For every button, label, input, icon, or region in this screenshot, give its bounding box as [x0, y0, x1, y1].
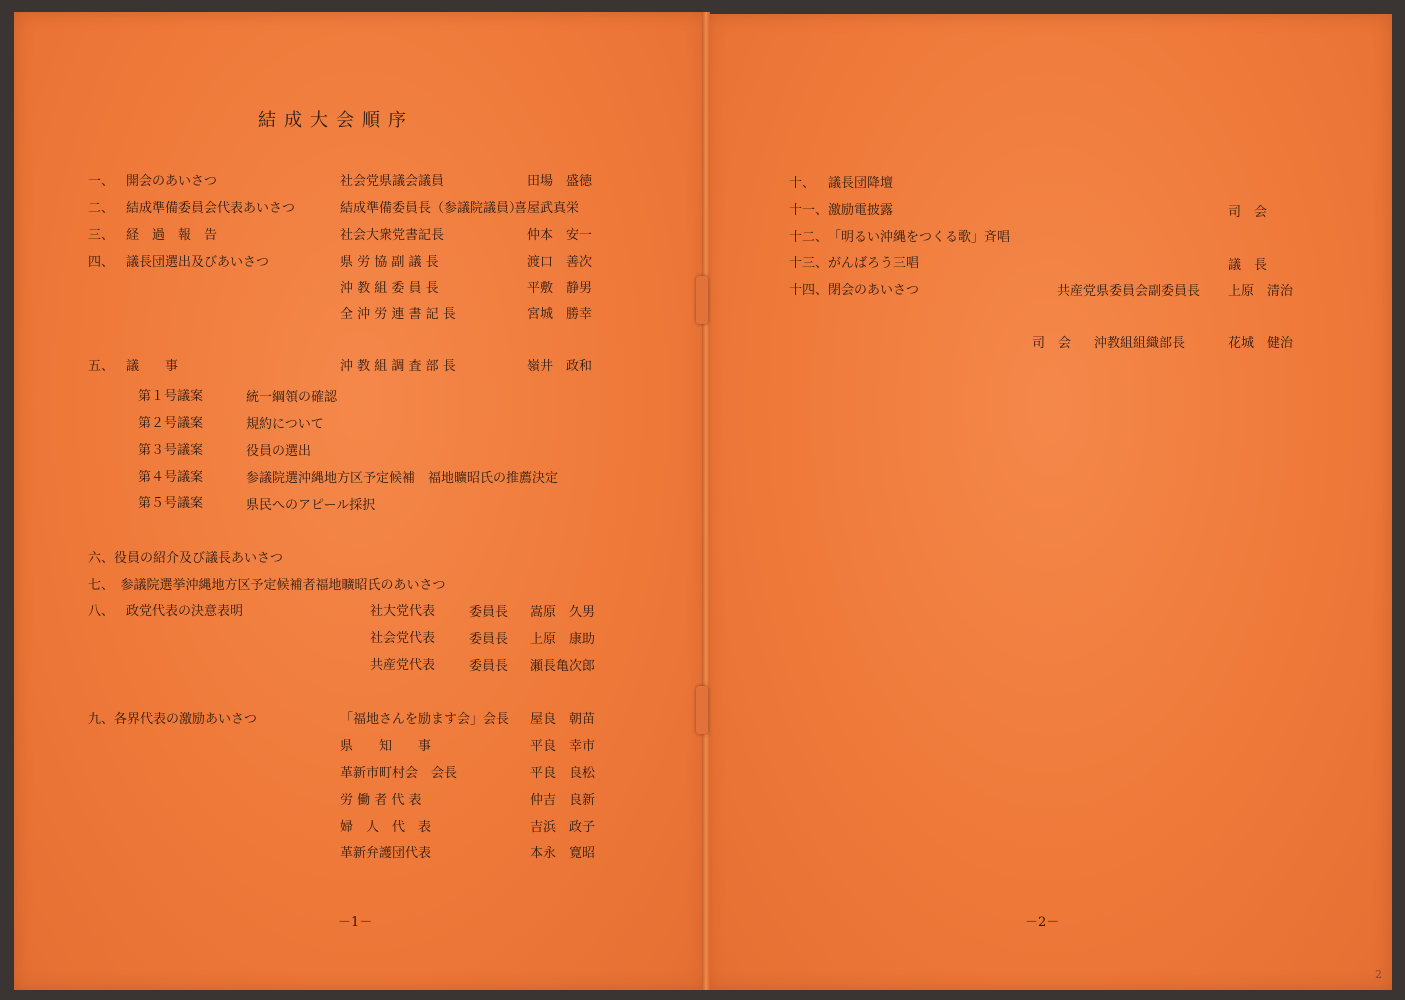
item-name: 議 長	[1228, 258, 1268, 273]
greeter-role: 婦 人 代 表	[340, 820, 432, 835]
party-title: 委員長	[469, 632, 509, 647]
item-label: 激励電披露	[828, 203, 894, 218]
greeter-name: 本永 寛昭	[530, 846, 596, 861]
item-number: 八、	[88, 604, 115, 619]
greeter-name: 屋良 朝苗	[530, 712, 596, 727]
item-number: 十、	[789, 176, 816, 191]
item-seven: 七、 参議院選挙沖縄地方区予定候補者福地曠昭氏のあいさつ	[88, 578, 446, 593]
page-title: 結成大会順序	[258, 110, 414, 131]
greeter-role: 労 働 者 代 表	[340, 793, 422, 808]
party-rep: 上原 康助	[530, 632, 596, 647]
party-rep: 瀬長亀次郎	[530, 659, 596, 674]
bill-text: 県民へのアピール採択	[246, 498, 376, 513]
bill-text: 役員の選出	[246, 444, 312, 459]
mc-prefix: 司 会	[1032, 336, 1072, 351]
page-number: －2－	[1025, 915, 1060, 930]
item-label: 「明るい沖縄をつくる歌」斉唱	[828, 230, 1011, 245]
greeter-name: 吉浜 政子	[530, 820, 596, 835]
greeter-role: 革新弁護団代表	[340, 846, 432, 861]
bill-text: 統一綱領の確認	[246, 390, 338, 405]
item-number: 五、	[88, 359, 115, 374]
bill-text: 規約について	[246, 417, 324, 432]
party-name: 社大党代表	[370, 604, 436, 619]
item-nine: 九、各界代表の激励あいさつ	[88, 712, 258, 727]
item-role: 沖 教 組 委 員 長	[340, 281, 439, 296]
item-number: 十二、	[789, 230, 829, 245]
staple-bottom	[696, 686, 708, 734]
item-name: 平敷 静男	[527, 281, 593, 296]
item-number: 十三、	[789, 256, 829, 271]
corner-mark: 2	[1375, 968, 1382, 981]
item-label: 経 過 報 告	[126, 228, 218, 243]
bill-number: 第１号議案	[138, 389, 204, 404]
item-label: 議長団降壇	[828, 176, 894, 191]
page-number: －1－	[338, 915, 373, 930]
item-role: 社会大衆党書記長	[340, 228, 445, 243]
item-name: 宮城 勝幸	[527, 307, 593, 322]
item-six: 六、役員の紹介及び議長あいさつ	[88, 551, 284, 566]
item-label: 議長団選出及びあいさつ	[126, 255, 270, 270]
booklet-spine	[702, 12, 710, 990]
item-name: 渡口 善次	[527, 255, 593, 270]
bill-number: 第４号議案	[138, 470, 204, 485]
item-number: 十四、	[789, 283, 829, 298]
party-title: 委員長	[469, 605, 509, 620]
item-number: 三、	[88, 228, 115, 243]
item-role: 共産党県委員会副委員長	[1057, 284, 1201, 299]
item-name: 喜屋武真栄	[514, 201, 580, 216]
mc-role: 沖教組組織部長	[1094, 336, 1186, 351]
greeter-name: 平良 良松	[530, 766, 596, 781]
item-label: 結成準備委員会代表あいさつ	[126, 201, 296, 216]
item-name: 田場 盛徳	[527, 174, 593, 189]
item-label: 開会のあいさつ	[126, 174, 218, 189]
mc-name: 花城 健治	[1228, 336, 1294, 351]
item-role: 社会党県議会議員	[340, 174, 445, 189]
greeter-name: 仲吉 良新	[530, 793, 596, 808]
item-number: 二、	[88, 201, 115, 216]
staple-top	[696, 276, 708, 324]
item-role: 全 沖 労 連 書 記 長	[340, 307, 456, 322]
greeter-name: 平良 幸市	[530, 739, 596, 754]
greeter-role: 県 知 事	[340, 739, 432, 754]
item-number: 一、	[88, 174, 115, 189]
party-name: 社会党代表	[370, 631, 436, 646]
item-number: 十一、	[789, 203, 829, 218]
item-label: 政党代表の決意表明	[126, 604, 244, 619]
bill-number: 第５号議案	[138, 496, 204, 511]
item-role: 沖 教 組 調 査 部 長	[340, 359, 456, 374]
item-role: 結成準備委員長（参議院議員）	[340, 201, 523, 216]
item-label: 議 事	[126, 359, 179, 374]
bill-number: 第２号議案	[138, 416, 204, 431]
bill-text: 参議院選沖縄地方区予定候補 福地曠昭氏の推薦決定	[246, 471, 559, 486]
greeter-role: 「福地さんを励ます会」会長	[340, 712, 510, 727]
party-rep: 嵩原 久男	[530, 605, 596, 620]
party-name: 共産党代表	[370, 658, 436, 673]
item-name: 嶺井 政和	[527, 359, 593, 374]
item-label: がんばろう三唱	[828, 256, 920, 271]
item-number: 四、	[88, 255, 115, 270]
item-name: 仲本 安一	[527, 228, 593, 243]
item-role: 県 労 協 副 議 長	[340, 255, 439, 270]
bill-number: 第３号議案	[138, 443, 204, 458]
party-title: 委員長	[469, 659, 509, 674]
item-label: 閉会のあいさつ	[828, 283, 920, 298]
item-name: 上原 清治	[1228, 284, 1294, 299]
right-page	[706, 14, 1392, 990]
greeter-role: 革新市町村会 会長	[340, 766, 458, 781]
item-name: 司 会	[1228, 205, 1268, 220]
